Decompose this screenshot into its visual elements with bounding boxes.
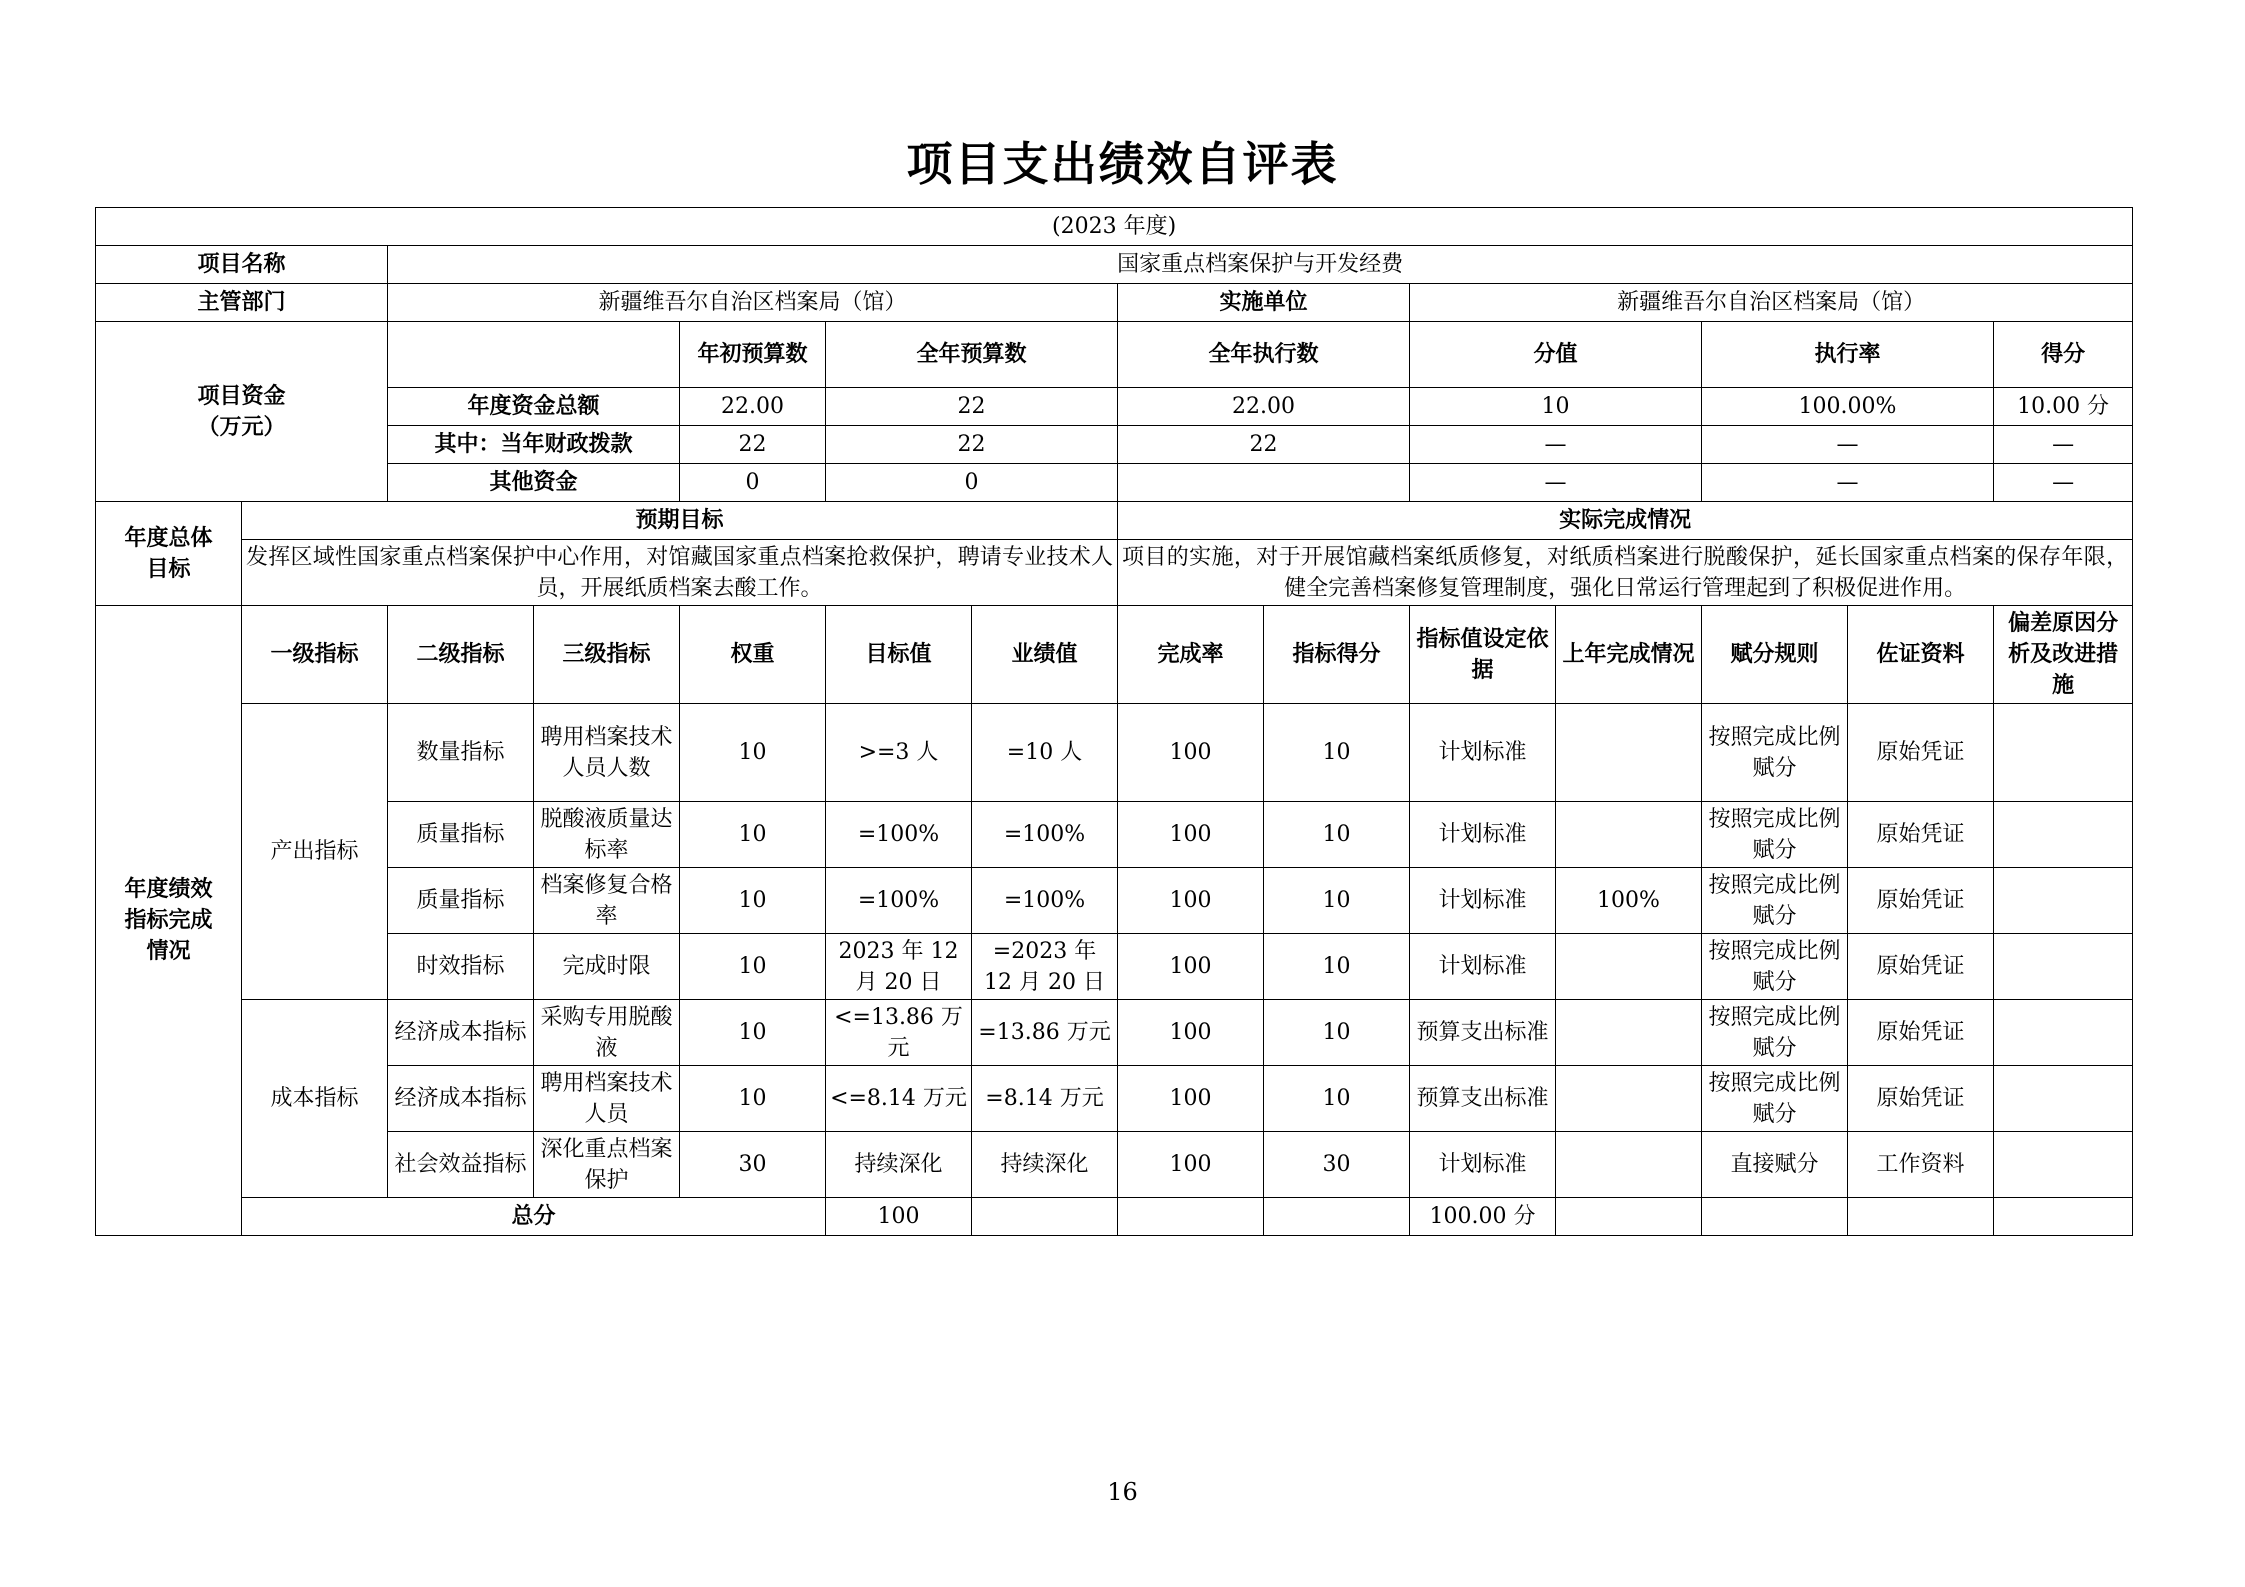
indicator-cell: 10 <box>680 934 826 1000</box>
indicator-cell <box>1556 1132 1702 1198</box>
indicator-cell: 2023 年 12 月 20 日 <box>826 934 972 1000</box>
indicator-cell: 100 <box>1118 704 1264 802</box>
total-weight: 100 <box>826 1198 972 1236</box>
indicator-header: 偏差原因分析及改进措施 <box>1994 606 2133 704</box>
total-empty <box>1118 1198 1264 1236</box>
funds-header: 全年预算数 <box>826 322 1118 388</box>
funds-header: 年初预算数 <box>680 322 826 388</box>
indicator-cell <box>1994 1066 2133 1132</box>
indicator-row <box>96 1066 2133 1132</box>
indicator-cell: 按照完成比例赋分 <box>1702 934 1848 1000</box>
indicator-cell: 30 <box>1264 1132 1410 1198</box>
funds-label: 项目资金 （万元） <box>96 322 388 502</box>
funds-cell: — <box>1410 464 1702 502</box>
funds-cell: — <box>1994 426 2133 464</box>
indicator-cell: 深化重点档案保护 <box>534 1132 680 1198</box>
dept-label: 主管部门 <box>96 284 388 322</box>
total-label: 总分 <box>242 1198 826 1236</box>
indicator-cell: 完成时限 <box>534 934 680 1000</box>
actual-result-header: 实际完成情况 <box>1118 502 2133 540</box>
indicator-cell <box>1556 802 1702 868</box>
indicator-header: 赋分规则 <box>1702 606 1848 704</box>
indicator-cell: 数量指标 <box>388 704 534 802</box>
funds-cell: 100.00% <box>1702 388 1994 426</box>
funds-cell: — <box>1702 464 1994 502</box>
indicator-header: 三级指标 <box>534 606 680 704</box>
indicator-cell <box>1994 1132 2133 1198</box>
indicator-cell: >=3 人 <box>826 704 972 802</box>
indicator-cell: 计划标准 <box>1410 1132 1556 1198</box>
expected-goal-text: 发挥区域性国家重点档案保护中心作用，对馆藏国家重点档案抢救保护，聘请专业技术人员，开展纸质档案去酸工作。 <box>242 540 1118 606</box>
indicator-cell <box>1556 704 1702 802</box>
impl-label: 实施单位 <box>1118 284 1410 322</box>
indicator-header: 权重 <box>680 606 826 704</box>
indicator-cell: 持续深化 <box>972 1132 1118 1198</box>
indicator-cell: 持续深化 <box>826 1132 972 1198</box>
funds-cell: — <box>1410 426 1702 464</box>
indicator-cell <box>1994 802 2133 868</box>
indicator-cell: 采购专用脱酸液 <box>534 1000 680 1066</box>
indicator-cell: 预算支出标准 <box>1410 1000 1556 1066</box>
indicator-cell: 按照完成比例赋分 <box>1702 802 1848 868</box>
indicator-cell: 档案修复合格率 <box>534 868 680 934</box>
indicator-cell: =100% <box>826 868 972 934</box>
indicator-cell: 10 <box>1264 802 1410 868</box>
indicator-group: 成本指标 <box>242 1000 388 1198</box>
page-title: 项目支出绩效自评表 <box>906 137 1339 191</box>
project-name: 国家重点档案保护与开发经费 <box>388 246 2133 284</box>
indicator-cell: 10 <box>680 704 826 802</box>
indicator-cell: 10 <box>680 1000 826 1066</box>
funds-cell: 0 <box>826 464 1118 502</box>
indicator-cell: 10 <box>1264 868 1410 934</box>
indicator-header: 二级指标 <box>388 606 534 704</box>
indicator-cell: =100% <box>826 802 972 868</box>
indicator-cell: 10 <box>1264 704 1410 802</box>
funds-corner <box>388 322 680 388</box>
funds-cell <box>1118 464 1410 502</box>
funds-row-label: 其中：当年财政拨款 <box>388 426 680 464</box>
year-cell: (2023 年度) <box>96 208 2133 246</box>
indicator-cell: 时效指标 <box>388 934 534 1000</box>
indicator-cell: 脱酸液质量达标率 <box>534 802 680 868</box>
indicator-header: 完成率 <box>1118 606 1264 704</box>
expected-goal-header: 预期目标 <box>242 502 1118 540</box>
project-name-label: 项目名称 <box>96 246 388 284</box>
indicator-cell <box>1994 1000 2133 1066</box>
indicator-cell: 100 <box>1118 802 1264 868</box>
indicator-cell: =13.86 万元 <box>972 1000 1118 1066</box>
indicator-cell: 原始凭证 <box>1848 868 1994 934</box>
indicator-cell: 100 <box>1118 868 1264 934</box>
indicator-cell: 100% <box>1556 868 1702 934</box>
indicator-cell: 按照完成比例赋分 <box>1702 704 1848 802</box>
indicator-cell: 100 <box>1118 934 1264 1000</box>
indicator-cell: 10 <box>1264 1000 1410 1066</box>
indicator-cell: 预算支出标准 <box>1410 1066 1556 1132</box>
indicator-cell <box>1556 934 1702 1000</box>
funds-row-label: 年度资金总额 <box>388 388 680 426</box>
total-empty <box>1556 1198 1702 1236</box>
impl: 新疆维吾尔自治区档案局（馆） <box>1410 284 2133 322</box>
funds-cell: 22.00 <box>680 388 826 426</box>
indicator-header: 佐证资料 <box>1848 606 1994 704</box>
indicator-header: 目标值 <box>826 606 972 704</box>
funds-header: 全年执行数 <box>1118 322 1410 388</box>
total-score: 100.00 分 <box>1410 1198 1556 1236</box>
funds-cell: 22 <box>680 426 826 464</box>
performance-table <box>95 207 2133 1236</box>
indicator-group: 产出指标 <box>242 704 388 1000</box>
indicator-cell: 计划标准 <box>1410 934 1556 1000</box>
indicator-header: 指标值设定依据 <box>1410 606 1556 704</box>
total-empty <box>972 1198 1118 1236</box>
indicator-cell: =100% <box>972 868 1118 934</box>
funds-cell: 22.00 <box>1118 388 1410 426</box>
indicator-cell: <=8.14 万元 <box>826 1066 972 1132</box>
indicator-cell: 10 <box>680 1066 826 1132</box>
funds-cell: 10 <box>1410 388 1702 426</box>
total-empty <box>1848 1198 1994 1236</box>
indicator-cell: =2023 年 12 月 20 日 <box>972 934 1118 1000</box>
actual-result-text: 项目的实施，对于开展馆藏档案纸质修复，对纸质档案进行脱酸保护，延长国家重点档案的保存年限，健全完善档案修复管理制度，强化日常运行管理起到了积极促进作用。 <box>1118 540 2133 606</box>
indicator-row <box>96 704 2133 802</box>
indicator-cell: 计划标准 <box>1410 704 1556 802</box>
indicator-cell: 经济成本指标 <box>388 1066 534 1132</box>
indicator-cell: 按照完成比例赋分 <box>1702 868 1848 934</box>
funds-cell: — <box>1994 464 2133 502</box>
funds-row-label: 其他资金 <box>388 464 680 502</box>
indicator-cell: =100% <box>972 802 1118 868</box>
funds-cell: 22 <box>826 388 1118 426</box>
indicator-header: 指标得分 <box>1264 606 1410 704</box>
funds-cell: — <box>1702 426 1994 464</box>
indicator-header: 业绩值 <box>972 606 1118 704</box>
indicator-cell: 100 <box>1118 1066 1264 1132</box>
indicator-row <box>96 868 2133 934</box>
total-empty <box>1702 1198 1848 1236</box>
indicator-cell: 原始凭证 <box>1848 1066 1994 1132</box>
indicator-row <box>96 1132 2133 1198</box>
indicator-cell: 聘用档案技术人员人数 <box>534 704 680 802</box>
indicator-cell: 社会效益指标 <box>388 1132 534 1198</box>
indicator-header: 上年完成情况 <box>1556 606 1702 704</box>
indicator-header: 一级指标 <box>242 606 388 704</box>
indicator-row <box>96 934 2133 1000</box>
indicator-cell: 100 <box>1118 1132 1264 1198</box>
indicator-cell: 按照完成比例赋分 <box>1702 1000 1848 1066</box>
indicator-cell: 工作资料 <box>1848 1132 1994 1198</box>
indicator-cell <box>1994 934 2133 1000</box>
funds-header: 分值 <box>1410 322 1702 388</box>
indicator-cell <box>1556 1066 1702 1132</box>
indicator-cell: 质量指标 <box>388 802 534 868</box>
indicator-cell: 按照完成比例赋分 <box>1702 1066 1848 1132</box>
indicator-cell: 直接赋分 <box>1702 1132 1848 1198</box>
indicator-cell: =8.14 万元 <box>972 1066 1118 1132</box>
indicator-cell: 聘用档案技术人员 <box>534 1066 680 1132</box>
indicator-cell: 原始凭证 <box>1848 704 1994 802</box>
funds-header: 得分 <box>1994 322 2133 388</box>
indicator-row <box>96 802 2133 868</box>
indicator-cell: 原始凭证 <box>1848 802 1994 868</box>
funds-cell: 0 <box>680 464 826 502</box>
indicator-cell: <=13.86 万元 <box>826 1000 972 1066</box>
indicator-cell: 10 <box>680 868 826 934</box>
indicator-cell <box>1994 704 2133 802</box>
indicator-cell: 计划标准 <box>1410 868 1556 934</box>
indicator-cell: 经济成本指标 <box>388 1000 534 1066</box>
indicator-cell: 10 <box>1264 934 1410 1000</box>
indicators-label: 年度绩效 指标完成 情况 <box>96 606 242 1236</box>
indicator-cell: 计划标准 <box>1410 802 1556 868</box>
indicator-row <box>96 1000 2133 1066</box>
funds-cell: 22 <box>1118 426 1410 464</box>
total-empty <box>1264 1198 1410 1236</box>
indicator-cell: 10 <box>1264 1066 1410 1132</box>
indicator-cell: 100 <box>1118 1000 1264 1066</box>
goal-label: 年度总体 目标 <box>96 502 242 606</box>
funds-cell: 10.00 分 <box>1994 388 2133 426</box>
dept: 新疆维吾尔自治区档案局（馆） <box>388 284 1118 322</box>
indicator-cell: 原始凭证 <box>1848 1000 1994 1066</box>
funds-header: 执行率 <box>1702 322 1994 388</box>
funds-cell: 22 <box>826 426 1118 464</box>
indicator-cell: =10 人 <box>972 704 1118 802</box>
indicator-cell: 质量指标 <box>388 868 534 934</box>
page-number: 16 <box>1107 1478 1138 1506</box>
indicator-cell: 10 <box>680 802 826 868</box>
total-empty <box>1994 1198 2133 1236</box>
indicator-cell <box>1994 868 2133 934</box>
indicator-cell: 原始凭证 <box>1848 934 1994 1000</box>
indicator-cell <box>1556 1000 1702 1066</box>
indicator-cell: 30 <box>680 1132 826 1198</box>
